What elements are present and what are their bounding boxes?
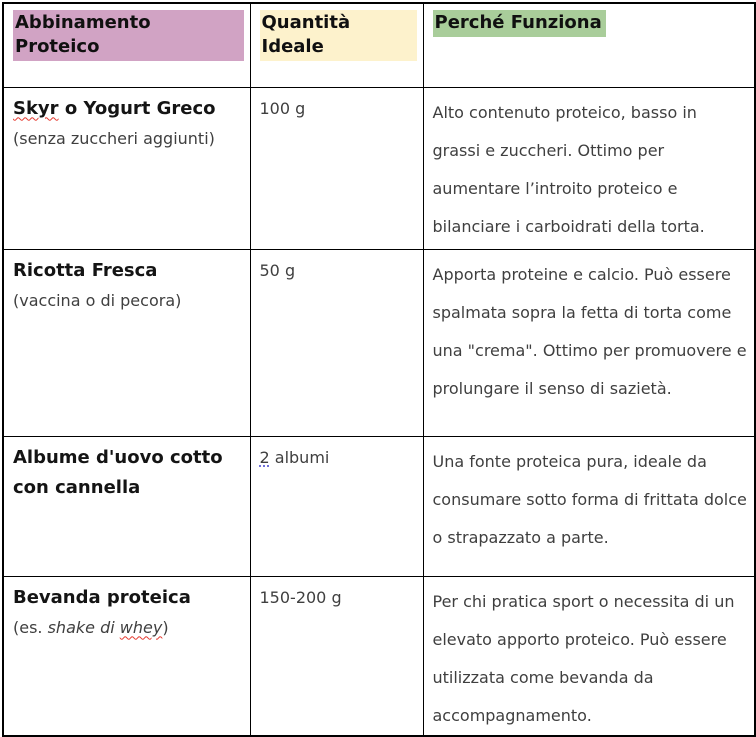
food-title-rest: o Yogurt Greco [58,97,216,119]
table-row-bevanda [3,576,755,736]
food-note: (vaccina o di pecora) [13,290,182,310]
quantity-cell[interactable] [250,436,423,576]
food-name-cell[interactable] [3,249,250,436]
table-row-albume [3,436,755,576]
reason-cell[interactable]: Una fonte proteica pura, ideale da consumare sotto forma di frittata dolce o strapazzato a parte. [423,436,755,576]
table-header-row [3,3,755,87]
food-name-cell[interactable] [3,576,250,736]
note-suffix: ) [162,617,169,637]
spellcheck-word: whey [119,617,163,637]
reason-cell[interactable]: Apporta proteine e calcio. Può essere spalmata sopra la fetta di torta come una "crema". Ottimo per promuovere e prolungare il senso di sazietà. [423,249,755,436]
table-row-skyr [3,87,755,249]
food-name-cell[interactable] [3,87,250,249]
note-italic: shake di [47,617,120,637]
quantity-cell[interactable]: 100 g [250,87,423,249]
header-highlight-green: Perché Funziona [433,10,606,37]
food-name-cell[interactable] [3,436,250,576]
food-note: (senza zuccheri aggiunti) [13,128,215,148]
quantity-cell[interactable]: 50 g [250,249,423,436]
grammar-check-word: 2 [259,447,270,467]
spellcheck-word: Skyr [13,97,59,119]
food-title: Bevanda proteica [13,586,191,608]
header-cell-quantita-ideale[interactable] [250,3,423,87]
quantity-cell[interactable]: 150-200 g [250,576,423,736]
header-cell-perche-funziona[interactable] [423,3,755,87]
food-title [13,94,244,124]
note-prefix: (es. [13,617,48,637]
header-highlight-pink: Abbinamento Proteico [13,10,244,61]
reason-cell[interactable]: Per chi pratica sport o necessita di un elevato apporto proteico. Può essere utilizzata come bevanda da accompagnamento. [423,576,755,736]
food-title: Ricotta Fresca [13,259,158,281]
reason-cell[interactable]: Alto contenuto proteico, basso in grassi e zuccheri. Ottimo per aumentare l’introito proteico e bilanciare i carboidrati della torta. [423,87,755,249]
quantity-rest: albumi [269,447,330,467]
food-note [13,613,244,643]
header-cell-abbinamento-proteico[interactable] [3,3,250,87]
food-title: Albume d'uovo cotto con cannella [13,446,223,498]
table-row-ricotta [3,249,755,436]
header-highlight-yellow: Quantità Ideale [260,10,417,61]
protein-pairing-table [2,2,756,737]
